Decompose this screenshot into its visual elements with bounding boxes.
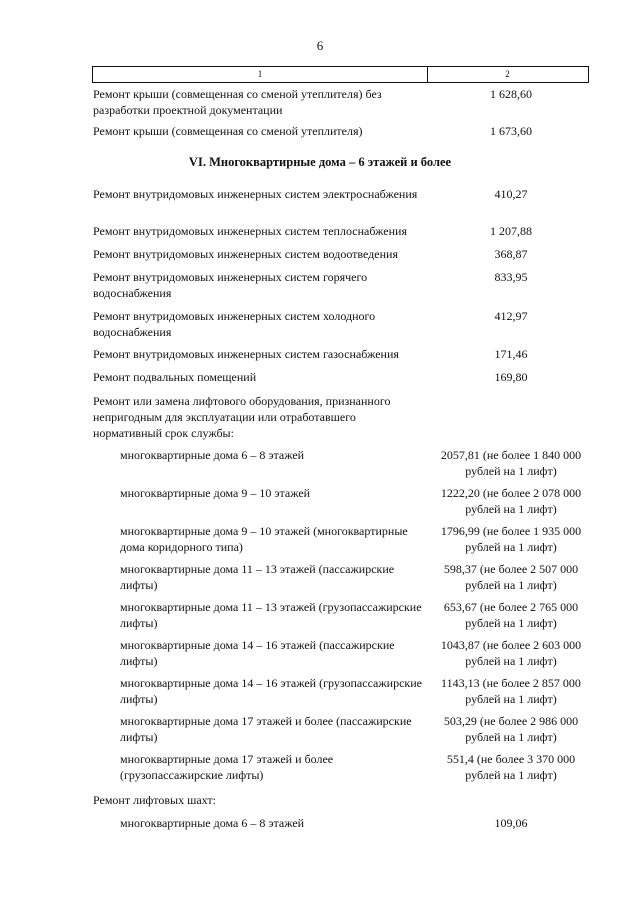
row-value: 833,95: [494, 270, 528, 284]
lift-row-label: многоквартирные дома 14 – 16 этажей (грузопассажирские лифты): [120, 676, 423, 706]
section-title: VI. Многоквартирные дома – 6 этажей и более: [188, 155, 452, 169]
row-value: 1 207,88: [490, 224, 532, 238]
lift-row-label: многоквартирные дома 14 – 16 этажей (пассажирские лифты): [120, 638, 395, 668]
table-header: [92, 66, 589, 83]
lift-row-value: 551,4 (не более 3 370 000 рублей на 1 лифт): [446, 752, 576, 782]
lift-row-value: 598,37 (не более 2 507 000 рублей на 1 лифт): [443, 562, 579, 592]
shaft-row-value: 109,06: [494, 816, 528, 830]
row-value: 410,27: [494, 187, 528, 201]
lift-row-value: 653,67 (не более 2 765 000 рублей на 1 лифт): [443, 600, 579, 630]
lift-heading: Ремонт или замена лифтового оборудования, признанного непригодным для эксплуатации или отработавшего нормативный срок службы:: [93, 394, 391, 440]
lift-row-value: 503,29 (не более 2 986 000 рублей на 1 лифт): [443, 714, 579, 744]
header-col-1: 1: [93, 67, 428, 82]
row-label: Ремонт крыши (совмещенная со сменой утеплителя) без разработки проектной документации: [93, 87, 382, 117]
row-label: Ремонт внутридомовых инженерных систем водоотведения: [93, 247, 398, 261]
row-label: Ремонт внутридомовых инженерных систем холодного водоснабжения: [93, 309, 376, 339]
row-label: Ремонт внутридомовых инженерных систем электроснабжения: [93, 187, 418, 201]
row-value: 1 673,60: [490, 124, 532, 138]
lift-row-label: многоквартирные дома 6 – 8 этажей: [120, 448, 305, 462]
lift-row-label: многоквартирные дома 9 – 10 этажей: [120, 486, 311, 500]
row-label: Ремонт внутридомовых инженерных систем газоснабжения: [93, 347, 399, 361]
lift-row-label: многоквартирные дома 9 – 10 этажей (многоквартирные дома коридорного типа): [120, 524, 408, 554]
row-label: Ремонт крыши (совмещенная со сменой утеплителя): [93, 124, 363, 138]
shaft-row-label: многоквартирные дома 6 – 8 этажей: [120, 816, 305, 830]
lift-row-label: многоквартирные дома 11 – 13 этажей (пассажирские лифты): [120, 562, 395, 592]
row-value: 368,87: [494, 247, 528, 261]
row-label: Ремонт подвальных помещений: [93, 370, 257, 384]
lift-row-value: 1222,20 (не более 2 078 000 рублей на 1 лифт): [440, 486, 582, 516]
lift-row-label: многоквартирные дома 11 – 13 этажей (грузопассажирские лифты): [120, 600, 422, 630]
row-label: Ремонт внутридомовых инженерных систем горячего водоснабжения: [93, 270, 368, 300]
lift-row-value: 1796,99 (не более 1 935 000 рублей на 1 лифт): [440, 524, 582, 554]
row-label: Ремонт внутридомовых инженерных систем теплоснабжения: [93, 224, 407, 238]
header-col-2: 2: [505, 69, 510, 79]
lift-row-label: многоквартирные дома 17 этажей и более (грузопассажирские лифты): [120, 752, 334, 782]
row-value: 1 628,60: [490, 87, 532, 101]
row-value: 171,46: [494, 347, 528, 361]
page-number: 6: [316, 38, 324, 53]
lift-row-value: 2057,81 (не более 1 840 000 рублей на 1 лифт): [440, 448, 582, 478]
shaft-heading: Ремонт лифтовых шахт:: [93, 793, 216, 807]
lift-row-value: 1143,13 (не более 2 857 000 рублей на 1 лифт): [441, 676, 581, 706]
lift-row-value: 1043,87 (не более 2 603 000 рублей на 1 лифт): [440, 638, 582, 668]
row-value: 412,97: [494, 309, 528, 323]
row-value: 169,80: [494, 370, 528, 384]
lift-row-label: многоквартирные дома 17 этажей и более (пассажирские лифты): [120, 714, 412, 744]
